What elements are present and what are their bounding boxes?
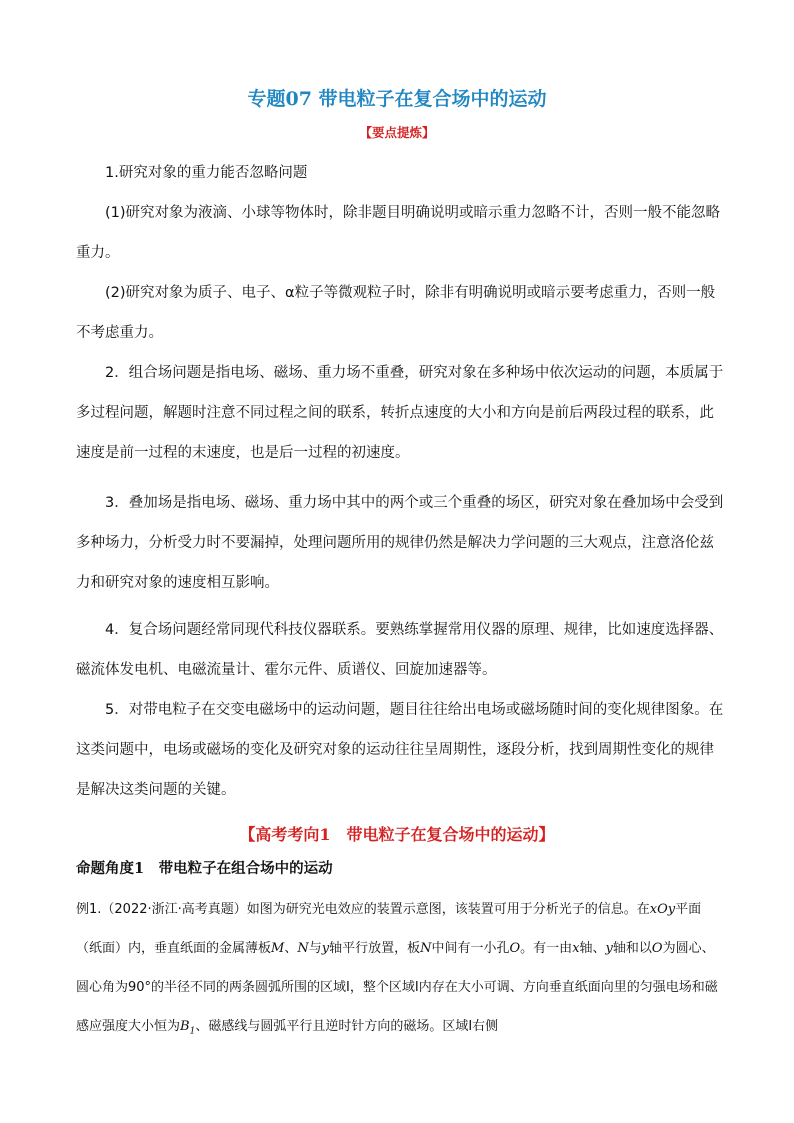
var-o2: O xyxy=(651,941,663,956)
point-3: 3．叠加场是指电场、磁场、重力场中其中的两个或三个重叠的场区，研究对象在叠加场中会受到多种场力，分析受力时不要漏掉，处理问题所用的规律仍然是解决力学问题的三大观点，注意洛伦兹力和研究对象的速度相互影响。 xyxy=(76,495,724,591)
var-n: N xyxy=(297,941,309,956)
point-1: 1.研究对象的重力能否忽略问题 xyxy=(105,165,308,181)
var-x: x xyxy=(572,941,580,956)
var-xoy: xOy xyxy=(649,902,676,917)
point-1-1: (1)研究对象为液滴、小球等物体时，除非题目明确说明或暗示重力忽略不计，否则一般不能忽略重力。 xyxy=(76,205,721,261)
example-1: 例1.（2022·浙江·高考真题）如图为研究光电效应的装置示意图，该装置可用于分析光子的信息。在xOy平面（纸面）内，垂直纸面的金属薄板M、N与y轴平行放置，板N中间有一小孔O。有一由x轴、y轴和以O为圆心、圆心角为90°的半径不同的两条圆弧所围的区域Ⅰ，整个区域Ⅰ内存在大小可调、方向垂直纸面向里的匀强电场和磁感应强度大小恒为$B_1$、磁感线与圆弧平行且逆时针方向的磁场。区域Ⅰ右侧 xyxy=(76,902,718,1037)
key-points-heading: 【要点提炼】 xyxy=(359,125,435,140)
var-y2: y xyxy=(605,941,613,956)
var-y: y xyxy=(321,941,330,956)
var-n2: N xyxy=(420,941,432,956)
var-o: O xyxy=(509,941,521,956)
point-2: 2．组合场问题是指电场、磁场、重力场不重叠，研究对象在多种场中依次运动的问题，本质属于多过程问题，解题时注意不同过程之间的联系，转折点速度的大小和方向是前后两段过程的联系，此速度是前一过程的末速度，也是后一过程的初速度。 xyxy=(76,365,724,461)
section-heading: 【高考考向1 带电粒子在复合场中的运动】 xyxy=(239,825,555,844)
point-4: 4．复合场问题经常同现代科技仪器联系。要熟练掌握常用仪器的原理、规律，比如速度选择器、磁流体发电机、电磁流量计、霍尔元件、质谱仪、回旋加速器等。 xyxy=(76,622,724,678)
page-title: 专题07 带电粒子在复合场中的运动 xyxy=(247,88,547,110)
point-1-2: (2)研究对象为质子、电子、α粒子等微观粒子时，除非有明确说明或暗示要考虑重力，否则一般不考虑重力。 xyxy=(76,285,716,341)
example-intro: 例1.（2022·浙江·高考真题）如图为研究光电效应的装置示意图，该装置可用于分析光子的信息。在 xyxy=(76,902,650,917)
angle-heading: 命题角度1 带电粒子在组合场中的运动 xyxy=(76,860,333,877)
point-5: 5．对带电粒子在交变电磁场中的运动问题，题目往往给出电场或磁场随时间的变化规律图象。在这类问题中，电场或磁场的变化及研究对象的运动往往呈周期性，逐段分析，找到周期性变化的规律是解决这类问题的关键。 xyxy=(76,702,724,798)
var-b1: $B_1$ xyxy=(180,1019,196,1037)
var-m: M xyxy=(271,941,285,956)
